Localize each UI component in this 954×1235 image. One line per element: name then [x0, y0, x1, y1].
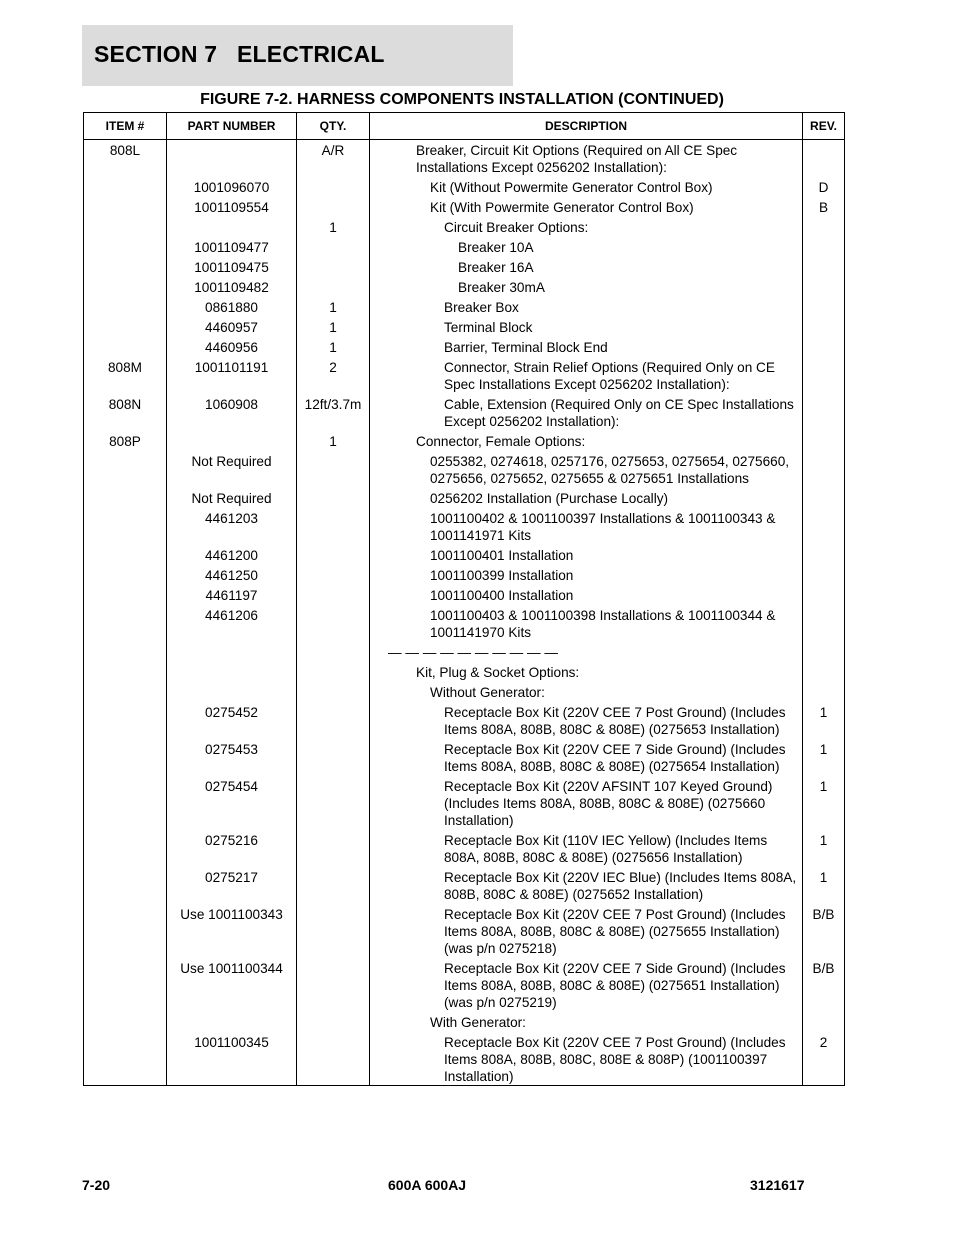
description-cell: Receptacle Box Kit (220V IEC Blue) (Includes Items 808A, 808B, 808C & 808E) (0275652 Installation) [370, 866, 803, 903]
model-number: 600A 600AJ [388, 1177, 467, 1193]
table-row [84, 450, 845, 487]
table-row [84, 336, 845, 356]
table-row [84, 393, 845, 430]
item-cell [84, 661, 167, 681]
item-cell [84, 176, 167, 196]
qty-cell [297, 507, 370, 544]
table-row [84, 140, 845, 177]
item-cell [84, 507, 167, 544]
item-cell [84, 903, 167, 957]
item-cell [84, 681, 167, 701]
description-cell: Receptacle Box Kit (220V AFSINT 107 Keyed Ground) (Includes Items 808A, 808B, 808C & 808E) (0275660 Installation) [370, 775, 803, 829]
rev-cell [803, 140, 845, 177]
table-row [84, 564, 845, 584]
qty-cell [297, 701, 370, 738]
item-cell [84, 544, 167, 564]
rev-cell [803, 1011, 845, 1031]
item-cell: 808L [84, 140, 167, 177]
rev-cell [803, 236, 845, 256]
item-cell: 808M [84, 356, 167, 393]
description-cell: Breaker, Circuit Kit Options (Required on All CE Spec Installations Except 0256202 Installation): [370, 140, 803, 177]
item-cell [84, 450, 167, 487]
rev-cell [803, 276, 845, 296]
section-banner [82, 25, 513, 86]
item-cell [84, 564, 167, 584]
description-cell: Receptacle Box Kit (220V CEE 7 Post Ground) (Includes Items 808A, 808B, 808C & 808E) (0275653 Installation) [370, 701, 803, 738]
part-number-cell: Use 1001100344 [167, 957, 297, 1011]
section-title: SECTION 7 ELECTRICAL [94, 41, 385, 67]
table-row [84, 701, 845, 738]
table-row [84, 487, 845, 507]
part-number-cell: 1001100345 [167, 1031, 297, 1086]
part-number-cell: 4461200 [167, 544, 297, 564]
qty-cell [297, 604, 370, 641]
part-number-cell: 0275217 [167, 866, 297, 903]
part-number-cell: 0861880 [167, 296, 297, 316]
qty-cell [297, 236, 370, 256]
table-row [84, 1031, 845, 1086]
qty-cell [297, 584, 370, 604]
part-number-cell: Use 1001100343 [167, 903, 297, 957]
part-number-cell [167, 430, 297, 450]
rev-cell [803, 430, 845, 450]
rev-cell [803, 356, 845, 393]
page-number: 7-20 [82, 1177, 111, 1193]
table-row [84, 196, 845, 216]
column-header-description: DESCRIPTION [370, 113, 803, 140]
description-cell: Kit (With Powermite Generator Control Box) [370, 196, 803, 216]
description-cell: Kit (Without Powermite Generator Control Box) [370, 176, 803, 196]
item-cell: 808N [84, 393, 167, 430]
item-cell [84, 701, 167, 738]
rev-cell [803, 681, 845, 701]
description-cell: 1001100400 Installation [370, 584, 803, 604]
description-cell: 1001100402 & 1001100397 Installations & 1001100343 & 1001141971 Kits [370, 507, 803, 544]
rev-cell: B [803, 196, 845, 216]
item-cell [84, 296, 167, 316]
part-number-cell: 4460957 [167, 316, 297, 336]
part-number-cell: 4461203 [167, 507, 297, 544]
rev-cell [803, 604, 845, 641]
qty-cell [297, 564, 370, 584]
description-cell: Receptacle Box Kit (220V CEE 7 Side Ground) (Includes Items 808A, 808B, 808C & 808E) (0275654 Installation) [370, 738, 803, 775]
qty-cell [297, 256, 370, 276]
rev-cell [803, 507, 845, 544]
qty-cell: 2 [297, 356, 370, 393]
part-number-cell: 1001109482 [167, 276, 297, 296]
part-number-cell [167, 1011, 297, 1031]
table-row [84, 661, 845, 681]
qty-cell: 1 [297, 430, 370, 450]
description-cell: Breaker 30mA [370, 276, 803, 296]
rev-cell [803, 393, 845, 430]
part-number-cell: 0275216 [167, 829, 297, 866]
description-cell: Kit, Plug & Socket Options: [370, 661, 803, 681]
table-row [84, 829, 845, 866]
figure-title: FIGURE 7-2. HARNESS COMPONENTS INSTALLATION (CONTINUED) [200, 91, 724, 108]
rev-cell [803, 487, 845, 507]
description-cell: 0256202 Installation (Purchase Locally) [370, 487, 803, 507]
column-header-qty: QTY. [297, 113, 370, 140]
item-cell [84, 957, 167, 1011]
table-row [84, 316, 845, 336]
description-cell: Connector, Strain Relief Options (Required Only on CE Spec Installations Except 0256202 Installation): [370, 356, 803, 393]
qty-cell: A/R [297, 140, 370, 177]
table-row [84, 276, 845, 296]
part-number-cell: 1001109475 [167, 256, 297, 276]
table-row [84, 1011, 845, 1031]
part-number-cell: 4461206 [167, 604, 297, 641]
rev-cell: 2 [803, 1031, 845, 1086]
part-number-cell: 1001101191 [167, 356, 297, 393]
column-header-rev: REV. [803, 113, 845, 140]
description-cell: With Generator: [370, 1011, 803, 1031]
item-cell [84, 1031, 167, 1086]
rev-cell [803, 256, 845, 276]
table-row [84, 738, 845, 775]
item-cell [84, 216, 167, 236]
part-number-cell: 1001109477 [167, 236, 297, 256]
part-number-cell: 4461250 [167, 564, 297, 584]
description-cell: Barrier, Terminal Block End [370, 336, 803, 356]
description-cell: Receptacle Box Kit (220V CEE 7 Post Ground) (Includes Items 808A, 808B, 808C & 808E) (0275655 Installation) (was p/n 0275218) [370, 903, 803, 957]
part-number-cell: 0275453 [167, 738, 297, 775]
table-row [84, 641, 845, 661]
item-cell [84, 584, 167, 604]
part-number-cell [167, 140, 297, 177]
item-cell [84, 1011, 167, 1031]
description-cell: — — — — — — — — — — [370, 641, 803, 661]
description-cell: Receptacle Box Kit (220V CEE 7 Post Ground) (Includes Items 808A, 808B, 808C, 808E & 808P) (1001100397 Installation) [370, 1031, 803, 1086]
qty-cell [297, 681, 370, 701]
table-row [84, 507, 845, 544]
qty-cell [297, 903, 370, 957]
part-number-cell [167, 216, 297, 236]
rev-cell [803, 584, 845, 604]
description-cell: 0255382, 0274618, 0257176, 0275653, 0275654, 0275660, 0275656, 0275652, 0275655 & 0275651 Installations [370, 450, 803, 487]
qty-cell: 1 [297, 296, 370, 316]
rev-cell [803, 544, 845, 564]
rev-cell: B/B [803, 957, 845, 1011]
item-cell [84, 196, 167, 216]
rev-cell: D [803, 176, 845, 196]
item-cell [84, 641, 167, 661]
qty-cell: 1 [297, 216, 370, 236]
part-number-cell: 1060908 [167, 393, 297, 430]
qty-cell [297, 450, 370, 487]
table-row [84, 356, 845, 393]
description-cell: Without Generator: [370, 681, 803, 701]
part-number-cell [167, 661, 297, 681]
part-number-cell [167, 681, 297, 701]
table-row [84, 584, 845, 604]
description-cell: Connector, Female Options: [370, 430, 803, 450]
description-cell: 1001100399 Installation [370, 564, 803, 584]
qty-cell [297, 775, 370, 829]
rev-cell [803, 216, 845, 236]
table-row [84, 775, 845, 829]
table-row [84, 216, 845, 236]
rev-cell: 1 [803, 701, 845, 738]
table-row [84, 430, 845, 450]
rev-cell [803, 450, 845, 487]
qty-cell: 12ft/3.7m [297, 393, 370, 430]
table-header-row [84, 113, 845, 140]
rev-cell: 1 [803, 866, 845, 903]
part-number-cell: 1001109554 [167, 196, 297, 216]
rev-cell: 1 [803, 775, 845, 829]
rev-cell [803, 336, 845, 356]
table-row [84, 236, 845, 256]
part-number-cell: 0275454 [167, 775, 297, 829]
qty-cell [297, 196, 370, 216]
description-cell: Breaker Box [370, 296, 803, 316]
rev-cell: 1 [803, 829, 845, 866]
part-number-cell: Not Required [167, 487, 297, 507]
column-header-item: ITEM # [84, 113, 167, 140]
item-cell [84, 316, 167, 336]
description-cell: Receptacle Box Kit (220V CEE 7 Side Ground) (Includes Items 808A, 808B, 808C & 808E) (0275651 Installation) (was p/n 0275219) [370, 957, 803, 1011]
item-cell: 808P [84, 430, 167, 450]
description-cell: Terminal Block [370, 316, 803, 336]
table-row [84, 681, 845, 701]
qty-cell [297, 829, 370, 866]
rev-cell: B/B [803, 903, 845, 957]
document-number: 3121617 [750, 1177, 805, 1193]
part-number-cell [167, 641, 297, 661]
part-number-cell: 0275452 [167, 701, 297, 738]
item-cell [84, 236, 167, 256]
qty-cell [297, 487, 370, 507]
description-cell: Cable, Extension (Required Only on CE Spec Installations Except 0256202 Installation): [370, 393, 803, 430]
rev-cell [803, 564, 845, 584]
part-number-cell: Not Required [167, 450, 297, 487]
part-number-cell: 4461197 [167, 584, 297, 604]
description-cell: 1001100401 Installation [370, 544, 803, 564]
description-cell: Breaker 16A [370, 256, 803, 276]
table-row [84, 604, 845, 641]
part-number-cell: 4460956 [167, 336, 297, 356]
table-row [84, 296, 845, 316]
qty-cell [297, 957, 370, 1011]
item-cell [84, 276, 167, 296]
table-row [84, 544, 845, 564]
qty-cell: 1 [297, 336, 370, 356]
qty-cell: 1 [297, 316, 370, 336]
description-cell: Circuit Breaker Options: [370, 216, 803, 236]
qty-cell [297, 276, 370, 296]
rev-cell [803, 316, 845, 336]
qty-cell [297, 738, 370, 775]
table-body [84, 140, 845, 1086]
rev-cell [803, 661, 845, 681]
item-cell [84, 738, 167, 775]
item-cell [84, 775, 167, 829]
part-number-cell: 1001096070 [167, 176, 297, 196]
table-row [84, 176, 845, 196]
item-cell [84, 604, 167, 641]
parts-table [83, 112, 845, 1086]
item-cell [84, 829, 167, 866]
column-header-part-number: PART NUMBER [167, 113, 297, 140]
table-row [84, 866, 845, 903]
rev-cell [803, 296, 845, 316]
qty-cell [297, 544, 370, 564]
table-row [84, 903, 845, 957]
table-row [84, 957, 845, 1011]
qty-cell [297, 1031, 370, 1086]
qty-cell [297, 641, 370, 661]
rev-cell [803, 641, 845, 661]
qty-cell [297, 1011, 370, 1031]
table-row [84, 256, 845, 276]
item-cell [84, 487, 167, 507]
description-cell: Receptacle Box Kit (110V IEC Yellow) (Includes Items 808A, 808B, 808C & 808E) (0275656 Installation) [370, 829, 803, 866]
item-cell [84, 336, 167, 356]
description-cell: Breaker 10A [370, 236, 803, 256]
qty-cell [297, 176, 370, 196]
qty-cell [297, 661, 370, 681]
rev-cell: 1 [803, 738, 845, 775]
description-cell: 1001100403 & 1001100398 Installations & 1001100344 & 1001141970 Kits [370, 604, 803, 641]
qty-cell [297, 866, 370, 903]
item-cell [84, 256, 167, 276]
item-cell [84, 866, 167, 903]
